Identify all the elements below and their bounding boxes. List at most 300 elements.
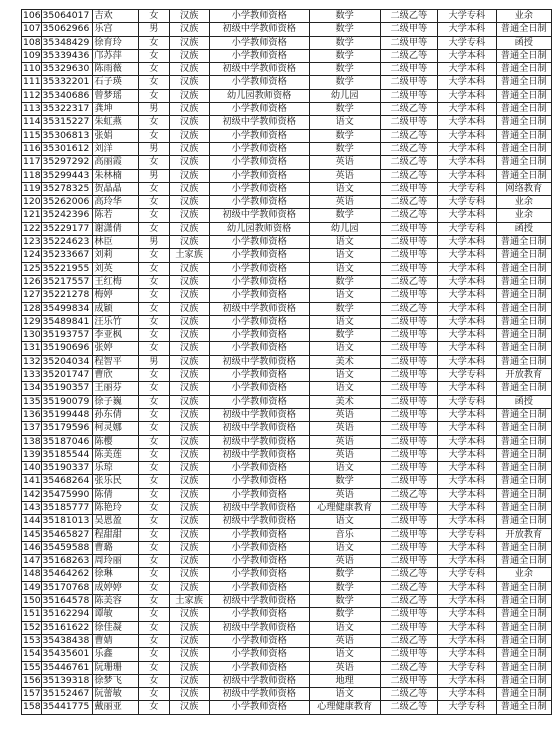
mandarin-level-cell: 二级乙等 [380,103,438,116]
table-row [22,116,552,129]
qualification-type-cell: 初级中学教师资格 [209,448,309,461]
mandarin-level-cell: 二级乙等 [380,275,438,288]
mandarin-level-cell: 二级乙等 [380,49,438,62]
education-level-cell: 大学本科 [438,49,496,62]
qualification-type-cell: 小学教师资格 [209,342,309,355]
row-index-cell: 115 [23,129,41,141]
name-cell: 刘洋 [93,142,139,155]
table-row [22,688,552,701]
subject-cell: 语文 [309,236,380,249]
table-row [22,142,552,155]
table-row [22,621,552,634]
name-cell: 高丽霞 [93,156,139,169]
ethnicity-cell: 汉族 [169,196,209,209]
qualification-type-cell: 小学教师资格 [209,49,309,62]
ethnicity-cell: 汉族 [169,89,209,102]
exam-id-cell: 35199448 [41,408,93,421]
mandarin-level-cell: 二级甲等 [380,249,438,262]
gender-cell: 女 [139,581,169,594]
exam-id-cell: 35181013 [41,515,93,528]
name-cell: 曾梦瑶 [93,89,139,102]
row-index-cell: 122 [23,222,41,234]
gender-cell: 女 [139,515,169,528]
gender-cell: 女 [139,49,169,62]
subject-cell: 语文 [309,541,380,554]
gender-cell: 女 [139,608,169,621]
exam-id-cell: 35221955 [41,262,93,275]
exam-id-cell: 35297292 [41,156,93,169]
ethnicity-cell: 汉族 [169,142,209,155]
table-row [22,156,552,169]
ethnicity-cell: 汉族 [169,275,209,288]
table-row [22,36,552,49]
exam-id-cell: 35348429 [41,36,93,49]
qualification-type-cell: 小学教师资格 [209,555,309,568]
qualification-type-cell: 小学教师资格 [209,581,309,594]
education-level-cell: 大学本科 [438,103,496,116]
ethnicity-cell: 汉族 [169,462,209,475]
gender-cell: 女 [139,249,169,262]
qualification-type-cell: 小学教师资格 [209,36,309,49]
row-index-cell: 127 [23,289,41,301]
exam-id-cell: 35499834 [41,302,93,315]
study-mode-cell: 普通全日制 [496,661,551,674]
subject-cell: 语文 [309,116,380,129]
exam-id-cell: 35301612 [41,142,93,155]
mandarin-level-cell: 二级甲等 [380,555,438,568]
gender-cell: 男 [139,236,169,249]
table-row [22,408,552,421]
education-level-cell: 大学本科 [438,621,496,634]
education-level-cell: 大学本科 [438,448,496,461]
study-mode-cell: 普通全日制 [496,169,551,182]
gender-cell: 女 [139,648,169,661]
name-cell: 成颖 [93,302,139,315]
subject-cell: 数学 [309,36,380,49]
name-cell: 张婷 [93,342,139,355]
gender-cell: 女 [139,541,169,554]
qualification-type-cell: 幼儿园教师资格 [209,89,309,102]
name-cell: 陈美容 [93,595,139,608]
gender-cell: 女 [139,408,169,421]
gender-cell: 女 [139,329,169,342]
study-mode-cell: 普通全日制 [496,89,551,102]
education-level-cell: 大学本科 [438,608,496,621]
mandarin-level-cell: 二级甲等 [380,289,438,302]
subject-cell: 英语 [309,448,380,461]
subject-cell: 心理健康教育 [309,701,380,714]
table-row [22,182,552,195]
education-level-cell: 大学本科 [438,76,496,89]
ethnicity-cell: 汉族 [169,315,209,328]
qualification-type-cell: 初级中学教师资格 [209,435,309,448]
table-row [22,701,552,714]
row-index-cell: 135 [23,395,41,407]
exam-id-cell: 35489841 [41,315,93,328]
ethnicity-cell: 汉族 [169,621,209,634]
row-index-cell: 120 [23,196,41,208]
qualification-type-cell: 小学教师资格 [209,129,309,142]
gender-cell: 女 [139,36,169,49]
gender-cell: 女 [139,382,169,395]
exam-id-cell: 35187046 [41,435,93,448]
qualification-type-cell: 初级中学教师资格 [209,515,309,528]
table-row [22,236,552,249]
mandarin-level-cell: 二级甲等 [380,462,438,475]
study-mode-cell: 普通全日制 [496,688,551,701]
row-index-cell: 158 [23,701,41,713]
subject-cell: 语文 [309,369,380,382]
row-index-cell: 111 [23,76,41,88]
name-cell: 徐育玲 [93,36,139,49]
name-cell: 王红梅 [93,275,139,288]
subject-cell: 美术 [309,395,380,408]
ethnicity-cell: 汉族 [169,156,209,169]
subject-cell: 英语 [309,408,380,421]
table-row [22,23,552,36]
row-index-cell: 157 [23,688,41,700]
gender-cell: 女 [139,528,169,541]
subject-cell: 英语 [309,435,380,448]
row-index-cell: 141 [23,475,41,487]
name-cell: 吴恩盈 [93,515,139,528]
ethnicity-cell: 汉族 [169,355,209,368]
row-index-cell: 152 [23,621,41,633]
ethnicity-cell: 汉族 [169,661,209,674]
mandarin-level-cell: 二级乙等 [380,302,438,315]
subject-cell: 语文 [309,688,380,701]
gender-cell: 女 [139,89,169,102]
name-cell: 成婷婷 [93,581,139,594]
subject-cell: 英语 [309,555,380,568]
gender-cell: 女 [139,435,169,448]
row-index-cell: 116 [23,142,41,154]
gender-cell: 女 [139,688,169,701]
name-cell: 曹婧 [93,634,139,647]
ethnicity-cell: 汉族 [169,76,209,89]
name-cell: 陈樱 [93,435,139,448]
exam-id-cell: 35446761 [41,661,93,674]
subject-cell: 数学 [309,581,380,594]
exam-id-cell: 35185544 [41,448,93,461]
study-mode-cell: 普通全日制 [496,475,551,488]
qualification-type-cell: 小学教师资格 [209,275,309,288]
study-mode-cell: 普通全日制 [496,701,551,714]
subject-cell: 数学 [309,23,380,36]
row-index-cell: 117 [23,156,41,168]
name-cell: 周玲丽 [93,555,139,568]
row-index-cell: 126 [23,275,41,287]
education-level-cell: 大学专科 [438,182,496,195]
table-row [22,501,552,514]
row-index-cell: 109 [23,49,41,61]
ethnicity-cell: 汉族 [169,541,209,554]
study-mode-cell: 普通全日制 [496,382,551,395]
name-cell: 谢潇倩 [93,222,139,235]
row-index-cell: 112 [23,89,41,101]
exam-id-cell: 35179596 [41,422,93,435]
exam-id-cell: 35340686 [41,89,93,102]
education-level-cell: 大学专科 [438,528,496,541]
study-mode-cell: 普通全日制 [496,116,551,129]
education-level-cell: 大学本科 [438,688,496,701]
table-row [22,355,552,368]
row-index-cell: 143 [23,501,41,513]
qualification-type-cell: 初级中学教师资格 [209,302,309,315]
subject-cell: 数学 [309,275,380,288]
row-index-cell: 148 [23,568,41,580]
mandarin-level-cell: 二级甲等 [380,648,438,661]
ethnicity-cell: 汉族 [169,289,209,302]
education-level-cell: 大学本科 [438,555,496,568]
name-cell: 柯灵娜 [93,422,139,435]
subject-cell: 美术 [309,355,380,368]
name-cell: 阮蕾敏 [93,688,139,701]
exam-id-cell: 35229177 [41,222,93,235]
education-level-cell: 大学专科 [438,222,496,235]
mandarin-level-cell: 二级乙等 [380,688,438,701]
mandarin-level-cell: 二级甲等 [380,515,438,528]
exam-id-cell: 35064017 [41,10,93,23]
ethnicity-cell: 汉族 [169,236,209,249]
study-mode-cell: 普通全日制 [496,408,551,421]
qualification-type-cell: 小学教师资格 [209,182,309,195]
qualification-type-cell: 初级中学教师资格 [209,23,309,36]
exam-id-cell: 35322317 [41,103,93,116]
mandarin-level-cell: 二级甲等 [380,608,438,621]
gender-cell: 女 [139,129,169,142]
subject-cell: 数学 [309,142,380,155]
name-cell: 刘莉 [93,249,139,262]
mandarin-level-cell: 二级甲等 [380,262,438,275]
study-mode-cell: 普通全日制 [496,541,551,554]
gender-cell: 女 [139,10,169,23]
mandarin-level-cell: 二级甲等 [380,23,438,36]
ethnicity-cell: 汉族 [169,395,209,408]
subject-cell: 英语 [309,488,380,501]
table-row [22,528,552,541]
exam-id-cell: 35435601 [41,648,93,661]
exam-id-cell: 35339436 [41,49,93,62]
qualification-type-cell: 小学教师资格 [209,369,309,382]
qualification-type-cell: 小学教师资格 [209,568,309,581]
ethnicity-cell: 汉族 [169,49,209,62]
ethnicity-cell: 汉族 [169,648,209,661]
education-level-cell: 大学专科 [438,36,496,49]
qualification-type-cell: 初级中学教师资格 [209,355,309,368]
study-mode-cell: 普通全日制 [496,355,551,368]
name-cell: 汪乐竹 [93,315,139,328]
study-mode-cell: 普通全日制 [496,63,551,76]
ethnicity-cell: 汉族 [169,209,209,222]
table-row [22,541,552,554]
education-level-cell: 大学本科 [438,169,496,182]
gender-cell: 女 [139,595,169,608]
mandarin-level-cell: 二级乙等 [380,488,438,501]
study-mode-cell: 普通全日制 [496,342,551,355]
mandarin-level-cell: 二级乙等 [380,661,438,674]
table-row [22,595,552,608]
exam-id-cell: 35233667 [41,249,93,262]
exam-id-cell: 35438438 [41,634,93,647]
subject-cell: 数学 [309,568,380,581]
table-row [22,422,552,435]
name-cell: 阮珊珊 [93,661,139,674]
name-cell: 徐梦飞 [93,674,139,687]
table-row [22,329,552,342]
subject-cell: 数学 [309,302,380,315]
table-row [22,10,552,23]
mandarin-level-cell: 二级甲等 [380,355,438,368]
qualification-type-cell: 初级中学教师资格 [209,209,309,222]
ethnicity-cell: 汉族 [169,608,209,621]
row-index-cell: 124 [23,249,41,261]
exam-id-cell: 35204034 [41,355,93,368]
education-level-cell: 大学本科 [438,515,496,528]
study-mode-cell: 普通全日制 [496,435,551,448]
row-index-cell: 108 [23,36,41,48]
table-row [22,196,552,209]
study-mode-cell: 普通全日制 [496,302,551,315]
name-cell: 徐佳凝 [93,621,139,634]
education-level-cell: 大学本科 [438,249,496,262]
gender-cell: 女 [139,634,169,647]
row-index-cell: 137 [23,422,41,434]
qualification-type-cell: 小学教师资格 [209,10,309,23]
education-level-cell: 大学本科 [438,408,496,421]
table-row [22,275,552,288]
exam-id-cell: 35221278 [41,289,93,302]
qualification-type-cell: 小学教师资格 [209,661,309,674]
row-index-cell: 147 [23,555,41,567]
education-level-cell: 大学本科 [438,541,496,554]
exam-id-cell: 35217557 [41,275,93,288]
exam-id-cell: 35242396 [41,209,93,222]
ethnicity-cell: 汉族 [169,103,209,116]
name-cell: 龚坤 [93,103,139,116]
qualification-type-cell: 初级中学教师资格 [209,688,309,701]
table-row [22,222,552,235]
subject-cell: 地理 [309,674,380,687]
gender-cell: 女 [139,674,169,687]
exam-id-cell: 35152467 [41,688,93,701]
row-index-cell: 132 [23,355,41,367]
mandarin-level-cell: 二级甲等 [380,408,438,421]
qualification-type-cell: 小学教师资格 [209,76,309,89]
study-mode-cell: 普通全日制 [496,581,551,594]
education-level-cell: 大学本科 [438,595,496,608]
row-index-cell: 156 [23,674,41,686]
mandarin-level-cell: 二级乙等 [380,701,438,714]
subject-cell: 语文 [309,382,380,395]
row-index-cell: 138 [23,435,41,447]
name-cell: 曹璐 [93,541,139,554]
row-index-cell: 139 [23,448,41,460]
mandarin-level-cell: 二级甲等 [380,541,438,554]
name-cell: 乐宫 [93,23,139,36]
mandarin-level-cell: 二级乙等 [380,169,438,182]
mandarin-level-cell: 二级乙等 [380,129,438,142]
mandarin-level-cell: 二级乙等 [380,196,438,209]
table-row [22,475,552,488]
qualification-type-cell: 初级中学教师资格 [209,422,309,435]
education-level-cell: 大学本科 [438,23,496,36]
exam-id-cell: 35329630 [41,63,93,76]
table-row [22,674,552,687]
study-mode-cell: 业余 [496,196,551,209]
ethnicity-cell: 汉族 [169,501,209,514]
education-level-cell: 大学本科 [438,63,496,76]
exam-id-cell: 35170768 [41,581,93,594]
mandarin-level-cell: 二级甲等 [380,528,438,541]
subject-cell: 数学 [309,595,380,608]
study-mode-cell: 普通全日制 [496,236,551,249]
education-level-cell: 大学专科 [438,369,496,382]
qualification-type-cell: 小学教师资格 [209,382,309,395]
qualification-type-cell: 小学教师资格 [209,142,309,155]
mandarin-level-cell: 二级甲等 [380,36,438,49]
mandarin-level-cell: 二级甲等 [380,222,438,235]
row-index-cell: 106 [23,10,41,21]
education-level-cell: 大学本科 [438,329,496,342]
mandarin-level-cell: 二级甲等 [380,369,438,382]
name-cell: 林臣 [93,236,139,249]
education-level-cell: 大学本科 [438,648,496,661]
mandarin-level-cell: 二级乙等 [380,634,438,647]
exam-id-cell: 35306813 [41,129,93,142]
ethnicity-cell: 汉族 [169,515,209,528]
education-level-cell: 大学专科 [438,701,496,714]
exam-id-cell: 35278325 [41,182,93,195]
table-row [22,262,552,275]
subject-cell: 数学 [309,129,380,142]
qualification-type-cell: 小学教师资格 [209,103,309,116]
study-mode-cell: 普通全日制 [496,315,551,328]
education-level-cell: 大学本科 [438,435,496,448]
education-level-cell: 大学本科 [438,236,496,249]
education-level-cell: 大学专科 [438,395,496,408]
study-mode-cell: 普通全日制 [496,448,551,461]
exam-id-cell: 35139318 [41,674,93,687]
row-index-cell: 151 [23,608,41,620]
mandarin-level-cell: 二级甲等 [380,435,438,448]
row-index-cell: 140 [23,462,41,474]
name-cell: 陈艳玲 [93,501,139,514]
study-mode-cell: 普通全日制 [496,488,551,501]
exam-id-cell: 35190079 [41,395,93,408]
exam-id-cell: 35299443 [41,169,93,182]
qualification-type-cell: 小学教师资格 [209,329,309,342]
row-index-cell: 118 [23,169,41,181]
qualification-type-cell: 初级中学教师资格 [209,408,309,421]
row-index-cell: 121 [23,209,41,221]
subject-cell: 英语 [309,156,380,169]
subject-cell: 数学 [309,63,380,76]
qualification-type-cell: 幼儿园教师资格 [209,222,309,235]
exam-id-cell: 35459588 [41,541,93,554]
ethnicity-cell: 汉族 [169,36,209,49]
subject-cell: 数学 [309,49,380,62]
education-level-cell: 大学本科 [438,462,496,475]
table-row [22,608,552,621]
row-index-cell: 153 [23,634,41,646]
table-row [22,581,552,594]
exam-id-cell: 35332201 [41,76,93,89]
mandarin-level-cell: 二级甲等 [380,315,438,328]
gender-cell: 女 [139,275,169,288]
gender-cell: 女 [139,568,169,581]
gender-cell: 女 [139,63,169,76]
